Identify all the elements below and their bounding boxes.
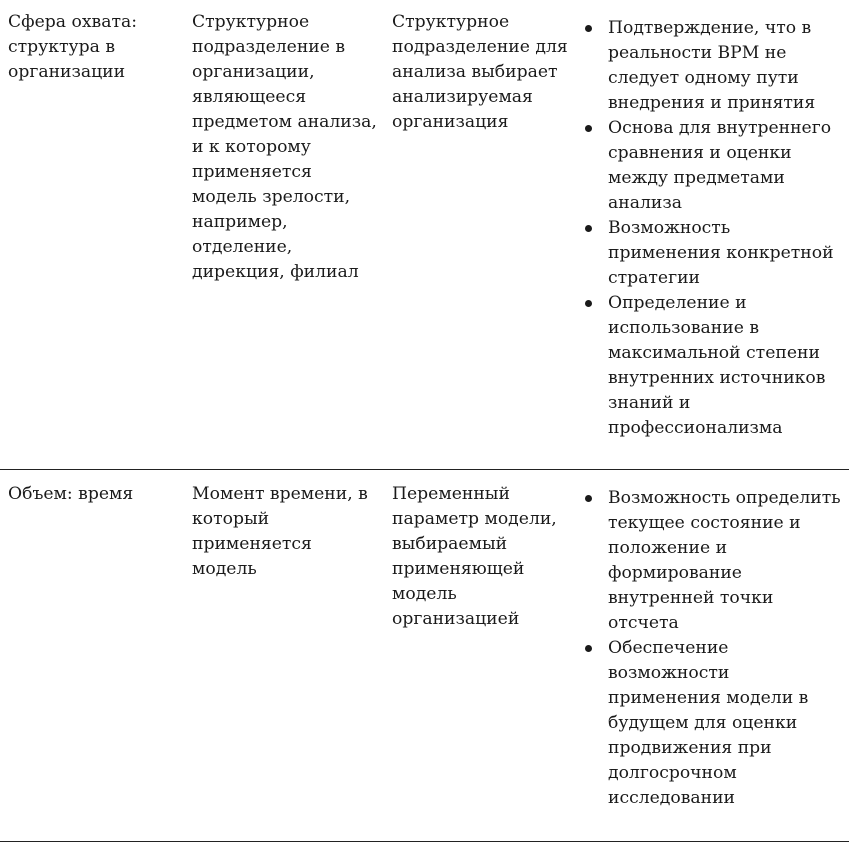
list-item-text: Подтверждение, что в реальности BPM не следует одному пути внедрения и принятия	[608, 18, 816, 113]
table-row-scope-time	[0, 470, 849, 842]
benefits-list	[582, 486, 847, 811]
cell-benefits	[582, 16, 847, 441]
bullet-icon	[585, 125, 592, 132]
list-item	[582, 291, 847, 441]
list-item-text: Возможность определить текущее состояние и положение и формирование внутренней точки отсчета	[608, 488, 841, 633]
cell-scope: Объем: время	[8, 484, 134, 504]
list-item-text: Определение и использование в максимальной степени внутренних источников знаний и профессионализма	[608, 293, 826, 438]
bullet-icon	[585, 645, 592, 652]
list-item-text: Возможность применения конкретной стратегии	[608, 218, 834, 288]
bullet-icon	[585, 495, 592, 502]
list-item-text: Основа для внутреннего сравнения и оценки между предметами анализа	[608, 118, 832, 213]
cell-selection: Переменный параметр модели, выбираемый применяющей модель организацией	[392, 484, 557, 629]
bullet-icon	[585, 225, 592, 232]
list-item	[582, 116, 847, 216]
list-item	[582, 486, 847, 636]
cell-benefits	[582, 486, 847, 811]
bullet-icon	[585, 300, 592, 307]
cell-scope: Сфера охвата: структура в организации	[8, 12, 137, 82]
bullet-icon	[585, 25, 592, 32]
cell-definition: Момент времени, в который применяется модель	[192, 484, 368, 579]
list-item	[582, 16, 847, 116]
cell-selection: Структурное подразделение для анализа выбирает анализируемая организация	[392, 12, 568, 132]
list-item	[582, 636, 847, 811]
list-item-text: Обеспечение возможности применения модели в будущем для оценки продвижения при долгосрочном исследовании	[608, 638, 809, 808]
benefits-list	[582, 16, 847, 441]
cell-definition: Структурное подразделение в организации, являющееся предметом анализа, и к которому применяется модель зрелости, например, отделение, дирекция, филиал	[192, 12, 377, 282]
list-item	[582, 216, 847, 291]
